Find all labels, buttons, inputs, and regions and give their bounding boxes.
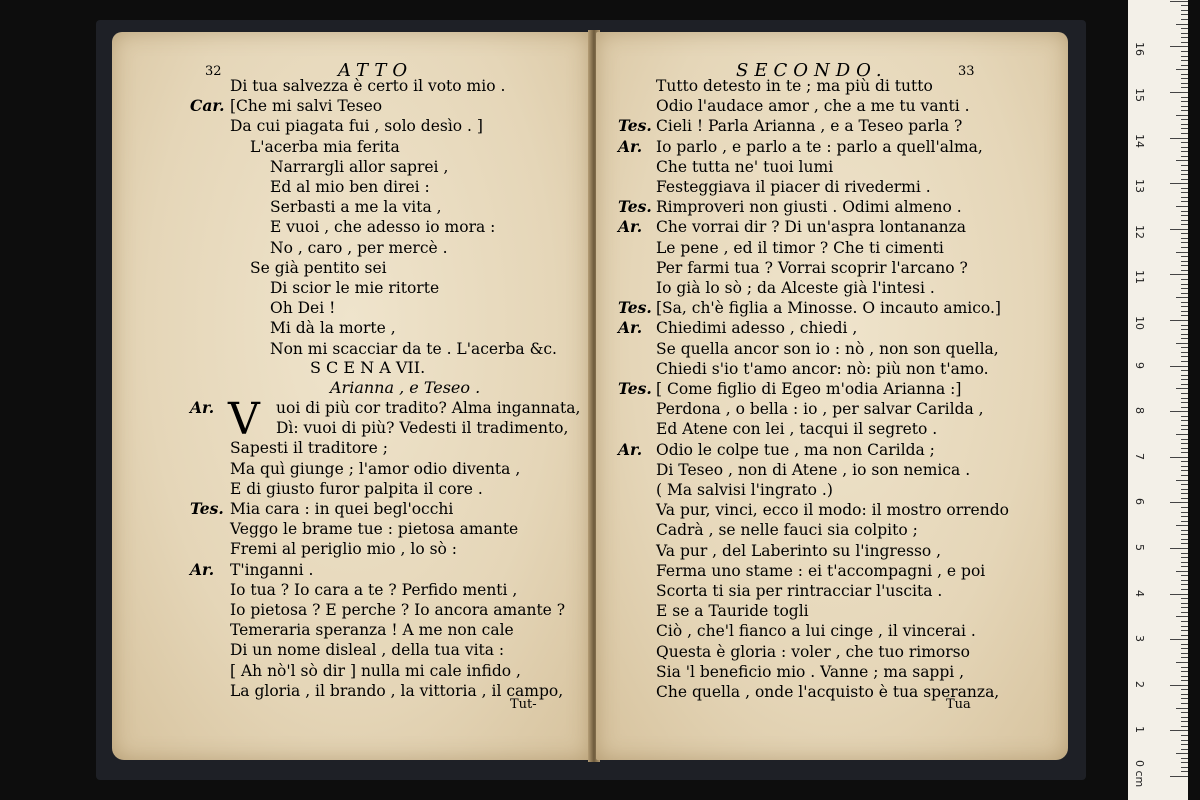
- ruler-number: 14: [1133, 133, 1146, 148]
- verse-line: uoi di più cor tradito? Alma ingannata,: [276, 399, 581, 417]
- ruler-tick: [1181, 475, 1188, 476]
- ruler-number: 6: [1133, 498, 1146, 506]
- ruler-tick: [1181, 101, 1188, 102]
- ruler-tick: [1181, 97, 1188, 98]
- ruler-tick: [1181, 265, 1188, 266]
- ruler-tick: [1181, 325, 1188, 326]
- verse-line: Io parlo , e parlo a te : parlo a quell'alma,: [656, 137, 983, 156]
- ruler-tick: [1181, 288, 1188, 289]
- ruler-tick: [1181, 56, 1188, 57]
- verse-line: ( Ma salvisi l'ingrato .): [656, 481, 833, 499]
- ruler-tick: [1176, 252, 1188, 253]
- ruler-tick: [1181, 110, 1188, 111]
- ruler-tick: [1176, 343, 1188, 344]
- ruler-tick: [1181, 521, 1188, 522]
- ruler-tick: [1170, 639, 1188, 640]
- verse-line: Odio l'audace amor , che a me tu vanti .: [656, 97, 970, 116]
- ruler-tick: [1181, 284, 1188, 285]
- ruler-tick: [1181, 489, 1188, 490]
- ruler-tick: [1181, 19, 1188, 20]
- ruler-tick: [1181, 612, 1188, 613]
- verse-line: Chiedimi adesso , chiedi ,: [656, 319, 858, 338]
- ruler-tick: [1176, 297, 1188, 298]
- ruler-tick: [1181, 407, 1188, 408]
- ruler-tick: [1181, 197, 1188, 198]
- ruler-tick: [1181, 83, 1188, 84]
- ruler-tick: [1181, 302, 1188, 303]
- ruler-tick: [1176, 434, 1188, 435]
- ruler-tick: [1181, 461, 1188, 462]
- verse-line: [ Come figlio di Egeo m'odia Arianna :]: [656, 380, 962, 398]
- ruler-tick: [1170, 320, 1188, 321]
- ruler-tick: [1181, 507, 1188, 508]
- ruler-tick: [1181, 580, 1188, 581]
- ruler-tick: [1176, 662, 1188, 663]
- ruler-tick: [1170, 366, 1188, 367]
- ruler-tick: [1181, 584, 1188, 585]
- verse-line: Ferma uno stame : ei t'accompagni , e poi: [656, 561, 986, 580]
- verse-line: Ciò , che'l fianco a lui cinge , il vincerai .: [656, 622, 976, 641]
- ruler-tick: [1181, 393, 1188, 394]
- ruler-tick: [1170, 730, 1188, 731]
- ruler-tick: [1181, 306, 1188, 307]
- ruler-tick: [1176, 480, 1188, 481]
- verse-line: Odio le colpe tue , ma non Carilda ;: [656, 440, 935, 459]
- ruler-tick: [1181, 352, 1188, 353]
- ruler-tick: [1181, 220, 1188, 221]
- ruler-tick: [1181, 133, 1188, 134]
- ruler-tick: [1181, 425, 1188, 426]
- verse-line: Perdona , o bella : io , per salvar Carilda ,: [656, 400, 984, 419]
- ruler-tick: [1181, 721, 1188, 722]
- ruler-tick: [1176, 69, 1188, 70]
- ruler-tick: [1181, 466, 1188, 467]
- ruler-tick: [1181, 124, 1188, 125]
- verse-line: Chiedi s'io t'amo ancor: nò: più non t'amo.: [656, 359, 989, 378]
- ruler-tick: [1181, 119, 1188, 120]
- ruler-tick: [1181, 575, 1188, 576]
- verse-line: E vuoi , che adesso io mora :: [270, 218, 496, 237]
- page-number: 32: [205, 64, 222, 79]
- ruler-tick: [1181, 329, 1188, 330]
- speaker-label: Tes.: [190, 499, 224, 518]
- speaker-label: Tes.: [618, 379, 652, 398]
- speaker-label: Ar.: [618, 439, 643, 459]
- ruler-tick: [1181, 356, 1188, 357]
- ruler-tick: [1170, 457, 1188, 458]
- ruler-tick: [1176, 525, 1188, 526]
- ruler-tick: [1181, 375, 1188, 376]
- ruler-number: 13: [1133, 179, 1146, 194]
- ruler-tick: [1181, 42, 1188, 43]
- ruler-tick: [1181, 689, 1188, 690]
- ruler-number: 7: [1133, 452, 1146, 460]
- ruler-tick: [1181, 142, 1188, 143]
- ruler-tick: [1181, 671, 1188, 672]
- ruler-tick: [1181, 712, 1188, 713]
- ruler-tick: [1181, 87, 1188, 88]
- ruler-tick: [1181, 543, 1188, 544]
- ruler-tick: [1176, 24, 1188, 25]
- speaker-label: Tes.: [618, 197, 652, 217]
- ruler-tick: [1181, 347, 1188, 348]
- ruler-tick: [1181, 648, 1188, 649]
- ruler-number: 15: [1133, 88, 1146, 102]
- ruler-tick: [1181, 694, 1188, 695]
- ruler-tick: [1181, 726, 1188, 727]
- verse-line: Va pur, vinci, ecco il modo: il mostro orrendo: [656, 501, 1009, 520]
- verse-line: E se a Tauride togli: [656, 602, 809, 621]
- ruler-tick: [1181, 717, 1188, 718]
- verse-line: La gloria , il brando , la vittoria , il campo,: [230, 681, 564, 700]
- ruler-tick: [1181, 201, 1188, 202]
- running-head: SECONDO.: [736, 60, 888, 81]
- ruler-tick: [1181, 179, 1188, 180]
- ruler-tick: [1181, 74, 1188, 75]
- verse-line: Di Teseo , non di Atene , io son nemica .: [656, 460, 971, 479]
- ruler-tick: [1181, 534, 1188, 535]
- verse-line: Da cui piagata fui , solo desìo . ]: [230, 117, 483, 136]
- ruler-tick: [1181, 589, 1188, 590]
- page-number: 33: [958, 64, 975, 79]
- ruler-tick: [1181, 14, 1188, 15]
- ruler-number: 9: [1133, 361, 1146, 369]
- verse-line: Questa è gloria : voler , che tuo rimorso: [656, 642, 970, 661]
- verse-line: Tutto detesto in te ; ma più di tutto: [656, 77, 933, 95]
- verse-line: Che tutta ne' tuoi lumi: [656, 157, 834, 176]
- verse-line: Ed al mio ben direi :: [270, 178, 430, 196]
- verse-line: Sapesti il traditore ;: [230, 439, 388, 458]
- ruler-tick: [1181, 398, 1188, 399]
- ruler-tick: [1170, 502, 1188, 503]
- ruler-tick: [1181, 667, 1188, 668]
- ruler-tick: [1181, 5, 1188, 6]
- ruler-tick: [1181, 448, 1188, 449]
- ruler-tick: [1181, 106, 1188, 107]
- measuring-ruler: [1128, 0, 1188, 800]
- ruler-tick: [1170, 548, 1188, 549]
- ruler-tick: [1181, 233, 1188, 234]
- ruler-tick: [1181, 311, 1188, 312]
- ruler-tick: [1181, 370, 1188, 371]
- ruler-tick: [1170, 685, 1188, 686]
- ruler-tick: [1181, 293, 1188, 294]
- ruler-tick: [1181, 598, 1188, 599]
- ruler-tick: [1181, 384, 1188, 385]
- ruler-tick: [1181, 566, 1188, 567]
- ruler-tick: [1181, 28, 1188, 29]
- ruler-tick: [1181, 680, 1188, 681]
- ruler-tick: [1181, 151, 1188, 152]
- verse-line: Cieli ! Parla Arianna , e a Teseo parla ?: [656, 117, 963, 136]
- verse-line: Dì: vuoi di più? Vedesti il tradimento,: [276, 419, 569, 438]
- ruler-tick: [1170, 411, 1188, 412]
- catchword: Tut-: [510, 697, 537, 712]
- speaker-label: Tes.: [618, 116, 652, 136]
- scene-characters: Arianna , e Teseo .: [330, 378, 481, 397]
- ruler-tick: [1181, 493, 1188, 494]
- ruler-tick: [1181, 128, 1188, 129]
- ruler-tick: [1170, 274, 1188, 275]
- speaker-label: Ar.: [618, 318, 643, 338]
- verse-line: Di un nome disleal , della tua vita :: [230, 641, 505, 660]
- verse-line: Sia 'l beneficio mio . Vanne ; ma sappi ,: [656, 662, 965, 681]
- drop-capital: V: [228, 394, 260, 445]
- ruler-tick: [1181, 553, 1188, 554]
- ruler-tick: [1181, 735, 1188, 736]
- ruler-tick: [1181, 771, 1188, 772]
- ruler-tick: [1181, 188, 1188, 189]
- ruler-tick: [1181, 224, 1188, 225]
- ruler-tick: [1170, 138, 1188, 139]
- ruler-number: 5: [1133, 544, 1146, 551]
- verse-line: Mia cara : in quei begl'occhi: [230, 500, 454, 518]
- ruler-tick: [1181, 147, 1188, 148]
- ruler-tick: [1181, 635, 1188, 636]
- verse-line: Ma quì giunge ; l'amor odio diventa ,: [230, 459, 521, 478]
- verse-line: Di tua salvezza è certo il voto mio .: [230, 77, 506, 95]
- running-head: ATTO: [338, 60, 414, 81]
- ruler-tick: [1176, 206, 1188, 207]
- ruler-tick: [1181, 211, 1188, 212]
- ruler-tick: [1181, 539, 1188, 540]
- verse-line: Se quella ancor son io : nò , non son quella,: [656, 339, 999, 358]
- verse-line: Di scior le mie ritorte: [270, 279, 440, 297]
- verse-line: E di giusto furor palpita il core .: [230, 479, 483, 498]
- ruler-tick: [1181, 758, 1188, 759]
- ruler-tick: [1181, 215, 1188, 216]
- ruler-tick: [1181, 676, 1188, 677]
- ruler-tick: [1176, 388, 1188, 389]
- ruler-tick: [1170, 594, 1188, 595]
- ruler-tick: [1181, 512, 1188, 513]
- verse-line: Veggo le brame tue : pietosa amante: [230, 520, 519, 539]
- ruler-tick: [1181, 78, 1188, 79]
- ruler-tick: [1181, 174, 1188, 175]
- verse-line: Non mi scacciar da te . L'acerba &c.: [270, 339, 557, 358]
- ruler-tick: [1181, 644, 1188, 645]
- ruler-tick: [1181, 165, 1188, 166]
- verse-line: [Sa, ch'è figlia a Minosse. O incauto amico.]: [656, 299, 1001, 318]
- ruler-tick: [1170, 183, 1188, 184]
- ruler-tick: [1181, 270, 1188, 271]
- scene-title: S C E N A VII.: [310, 358, 426, 377]
- ruler-tick: [1181, 238, 1188, 239]
- ruler-number: 3: [1133, 635, 1146, 643]
- ruler-tick: [1181, 762, 1188, 763]
- verse-line: Io pietosa ? E perche ? Io ancora amante ?: [230, 601, 566, 619]
- verse-line: Io già lo sò ; da Alceste già l'intesi .: [656, 279, 935, 297]
- ruler-tick: [1181, 361, 1188, 362]
- ruler-tick: [1181, 653, 1188, 654]
- ruler-tick: [1181, 416, 1188, 417]
- ruler-number: 1: [1133, 726, 1146, 734]
- speaker-label: Ar.: [618, 217, 643, 237]
- ruler-tick: [1181, 749, 1188, 750]
- ruler-tick: [1176, 753, 1188, 754]
- ruler-tick: [1181, 338, 1188, 339]
- ruler-tick: [1181, 516, 1188, 517]
- verse-line: Che quella , onde l'acquisto è tua speranza,: [656, 683, 1000, 701]
- verse-line: [Che mi salvi Teseo: [230, 97, 383, 116]
- ruler-tick: [1176, 616, 1188, 617]
- ruler-tick: [1170, 92, 1188, 93]
- ruler-tick: [1181, 51, 1188, 52]
- verse-line: Cadrà , se nelle fauci sia colpito ;: [656, 521, 918, 540]
- verse-line: Se già pentito sei: [250, 258, 387, 277]
- verse-line: Festeggiava il piacer di rivedermi .: [656, 178, 931, 196]
- ruler-tick: [1181, 37, 1188, 38]
- ruler-number: 10: [1133, 316, 1146, 330]
- verse-line: Serbasti a me la vita ,: [270, 198, 442, 217]
- ruler-tick: [1181, 170, 1188, 171]
- ruler-tick: [1181, 261, 1188, 262]
- ruler-tick: [1181, 402, 1188, 403]
- verse-line: Ed Atene con lei , tacqui il segreto .: [656, 420, 938, 439]
- verse-line: Per farmi tua ? Vorrai scoprir l'arcano ?: [656, 258, 968, 277]
- ruler-unit-label: 0 cm: [1133, 760, 1146, 788]
- ruler-tick: [1181, 60, 1188, 61]
- ruler-tick: [1181, 740, 1188, 741]
- verse-line: T'inganni .: [230, 560, 314, 579]
- ruler-tick: [1176, 708, 1188, 709]
- ruler-tick: [1176, 115, 1188, 116]
- ruler-tick: [1176, 571, 1188, 572]
- ruler-tick: [1181, 557, 1188, 558]
- speaker-label: Tes.: [618, 298, 652, 318]
- ruler-tick: [1170, 46, 1188, 47]
- ruler-tick: [1181, 334, 1188, 335]
- ruler-tick: [1170, 1, 1188, 2]
- ruler-tick: [1181, 429, 1188, 430]
- ruler-number: 11: [1133, 270, 1146, 285]
- verse-line: Fremi al periglio mio , lo sò :: [230, 540, 458, 559]
- verse-line: Temeraria speranza ! A me non cale: [230, 621, 514, 640]
- speaker-label: Ar.: [618, 136, 643, 156]
- ruler-tick: [1181, 452, 1188, 453]
- ruler-tick: [1181, 470, 1188, 471]
- verse-line: [ Ah nò'l sò dir ] nulla mi cale infido ,: [230, 661, 521, 680]
- verse-line: Oh Dei !: [270, 299, 336, 318]
- ruler-number: 12: [1133, 224, 1146, 239]
- ruler-tick: [1170, 229, 1188, 230]
- verse-line: Scorta ti sia per rintracciar l'uscita .: [656, 582, 943, 600]
- ruler-tick: [1181, 65, 1188, 66]
- ruler-number: 2: [1133, 680, 1146, 688]
- ruler-number: 8: [1133, 407, 1146, 415]
- speaker-label: Car.: [190, 96, 225, 116]
- ruler-tick: [1181, 439, 1188, 440]
- ruler-number: 4: [1133, 589, 1146, 597]
- ruler-tick: [1181, 603, 1188, 604]
- ruler-tick: [1181, 256, 1188, 257]
- speaker-label: Ar.: [190, 398, 215, 417]
- ruler-tick: [1181, 530, 1188, 531]
- ruler-tick: [1181, 10, 1188, 11]
- verse-line: Io tua ? Io cara a te ? Perfido menti ,: [230, 580, 518, 599]
- verse-line: Narrargli allor saprei ,: [270, 157, 449, 176]
- ruler-tick: [1176, 160, 1188, 161]
- ruler-tick: [1181, 315, 1188, 316]
- ruler-tick: [1181, 156, 1188, 157]
- verse-line: Che vorrai dir ? Di un'aspra lontananza: [656, 218, 967, 237]
- speaker-label: Ar.: [190, 559, 215, 579]
- verse-line: Rimproveri non giusti . Odimi almeno .: [656, 198, 962, 217]
- verse-line: Va pur , del Laberinto su l'ingresso ,: [656, 541, 942, 560]
- verse-line: Mi dà la morte ,: [270, 319, 396, 338]
- ruler-tick: [1181, 379, 1188, 380]
- ruler-tick: [1181, 33, 1188, 34]
- verse-line: No , caro , per mercè .: [270, 238, 448, 257]
- ruler-tick: [1181, 703, 1188, 704]
- ruler-tick: [1181, 744, 1188, 745]
- ruler-number: 16: [1133, 42, 1146, 57]
- verse-line: L'acerba mia ferita: [250, 137, 400, 156]
- ruler-tick: [1181, 562, 1188, 563]
- catchword: Tua: [946, 697, 971, 712]
- ruler-tick: [1181, 767, 1188, 768]
- ruler-tick: [1170, 776, 1188, 777]
- ruler-tick: [1181, 698, 1188, 699]
- ruler-tick: [1181, 657, 1188, 658]
- ruler-tick: [1181, 630, 1188, 631]
- ruler-tick: [1181, 247, 1188, 248]
- ruler-tick: [1181, 242, 1188, 243]
- ruler-tick: [1181, 420, 1188, 421]
- ruler-tick: [1181, 192, 1188, 193]
- ruler-tick: [1181, 626, 1188, 627]
- ruler-tick: [1181, 484, 1188, 485]
- ruler-tick: [1181, 443, 1188, 444]
- ruler-tick: [1181, 279, 1188, 280]
- ruler-tick: [1181, 621, 1188, 622]
- ruler-tick: [1181, 607, 1188, 608]
- ruler-tick: [1181, 498, 1188, 499]
- verse-line: Le pene , ed il timor ? Che ti cimenti: [656, 238, 944, 257]
